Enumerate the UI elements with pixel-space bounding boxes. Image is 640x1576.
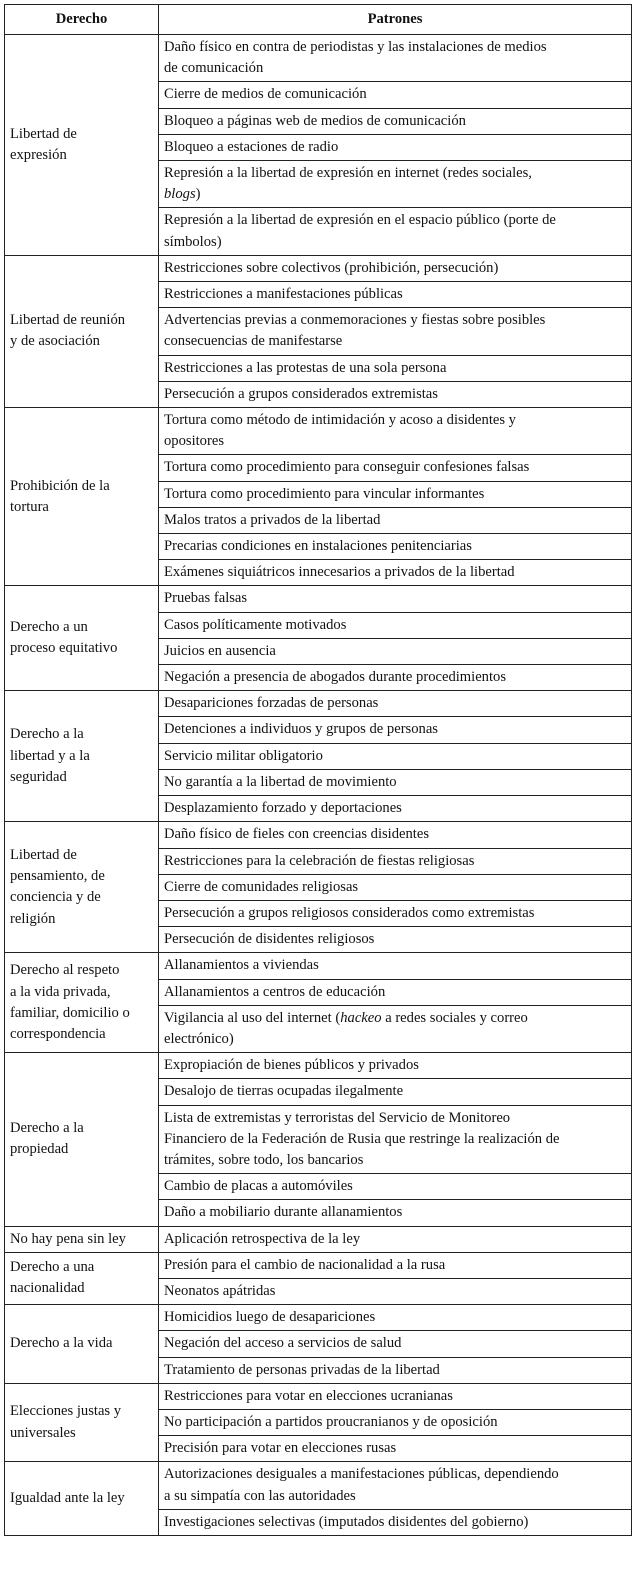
pattern-text: Represión a la libertad de expresión en internet (redes sociales, — [164, 165, 532, 182]
pattern-text: Vigilancia al uso del internet ( — [164, 1009, 341, 1026]
pattern-cell: Desalojo de tierras ocupadas ilegalmente — [159, 1079, 632, 1105]
pattern-cell: Tratamiento de personas privadas de la libertad — [159, 1357, 632, 1383]
pattern-cell: Precisión para votar en elecciones rusas — [159, 1436, 632, 1462]
pattern-cell: Tortura como procedimiento para vincular informantes — [159, 481, 632, 507]
pattern-cell: Investigaciones selectivas (imputados disidentes del gobierno) — [159, 1509, 632, 1535]
pattern-cell: Casos políticamente motivados — [159, 612, 632, 638]
pattern-cell: Negación del acceso a servicios de salud — [159, 1331, 632, 1357]
right-cell: Derecho a la libertad y a la seguridad — [5, 691, 159, 822]
pattern-italic-text: blogs — [164, 186, 196, 203]
pattern-cell: Detenciones a individuos y grupos de personas — [159, 717, 632, 743]
table-row — [5, 1462, 632, 1509]
pattern-cell: Tortura como procedimiento para conseguir confesiones falsas — [159, 455, 632, 481]
pattern-cell: Malos tratos a privados de la libertad — [159, 507, 632, 533]
pattern-cell: Restricciones a las protestas de una sola persona — [159, 355, 632, 381]
pattern-cell: Tortura como método de intimidación y acoso a disidentes y opositores — [159, 408, 632, 455]
right-cell: Derecho a la vida — [5, 1305, 159, 1384]
pattern-cell: Allanamientos a viviendas — [159, 953, 632, 979]
pattern-cell: Exámenes siquiátricos innecesarios a privados de la libertad — [159, 560, 632, 586]
right-cell: Igualdad ante la ley — [5, 1462, 159, 1536]
right-cell: Libertad de expresión — [5, 35, 159, 256]
pattern-cell: Persecución de disidentes religiosos — [159, 927, 632, 953]
pattern-cell: Daño a mobiliario durante allanamientos — [159, 1200, 632, 1226]
right-cell: Elecciones justas y universales — [5, 1383, 159, 1462]
pattern-cell: Restricciones para la celebración de fiestas religiosas — [159, 848, 632, 874]
pattern-cell: Autorizaciones desiguales a manifestaciones públicas, dependiendo a su simpatía con las autoridades — [159, 1462, 632, 1509]
pattern-cell: Restricciones a manifestaciones públicas — [159, 282, 632, 308]
pattern-cell: Restricciones sobre colectivos (prohibición, persecución) — [159, 255, 632, 281]
rights-patterns-table — [4, 4, 632, 1536]
table-row — [5, 408, 632, 455]
pattern-text: a redes sociales y correo electrónico) — [164, 1009, 528, 1047]
right-cell: Derecho a la propiedad — [5, 1053, 159, 1226]
pattern-cell: Allanamientos a centros de educación — [159, 979, 632, 1005]
pattern-cell: Cierre de comunidades religiosas — [159, 874, 632, 900]
table-row — [5, 1252, 632, 1278]
pattern-cell: Bloqueo a páginas web de medios de comunicación — [159, 108, 632, 134]
pattern-cell: Desapariciones forzadas de personas — [159, 691, 632, 717]
pattern-cell: Desplazamiento forzado y deportaciones — [159, 796, 632, 822]
right-cell: Derecho a una nacionalidad — [5, 1252, 159, 1304]
pattern-cell: Daño físico de fieles con creencias disidentes — [159, 822, 632, 848]
table-row — [5, 1226, 632, 1252]
table-row — [5, 255, 632, 281]
pattern-cell: Lista de extremistas y terroristas del Servicio de Monitoreo Financiero de la Federación de Rusia que restringe la realización de trámites, sobre todo, los bancarios — [159, 1105, 632, 1174]
pattern-cell: Servicio militar obligatorio — [159, 743, 632, 769]
pattern-text: ) — [195, 186, 201, 203]
pattern-cell: Negación a presencia de abogados durante procedimientos — [159, 665, 632, 691]
pattern-cell: No participación a partidos proucranianos y de oposición — [159, 1409, 632, 1435]
pattern-cell: Advertencias previas a conmemoraciones y fiestas sobre posibles consecuencias de manifestarse — [159, 308, 632, 355]
pattern-cell: Cierre de medios de comunicación — [159, 82, 632, 108]
pattern-cell: Pruebas falsas — [159, 586, 632, 612]
pattern-cell: Expropiación de bienes públicos y privados — [159, 1053, 632, 1079]
pattern-cell: Aplicación retrospectiva de la ley — [159, 1226, 632, 1252]
pattern-cell: Precarias condiciones en instalaciones penitenciarias — [159, 534, 632, 560]
pattern-italic-text: hackeo — [340, 1009, 382, 1026]
pattern-cell — [159, 161, 632, 208]
pattern-cell: No garantía a la libertad de movimiento — [159, 769, 632, 795]
right-cell: Libertad de pensamiento, de conciencia y de religión — [5, 822, 159, 953]
table-row — [5, 1383, 632, 1409]
pattern-cell: Cambio de placas a automóviles — [159, 1174, 632, 1200]
right-cell: No hay pena sin ley — [5, 1226, 159, 1252]
right-cell: Derecho a un proceso equitativo — [5, 586, 159, 691]
table-row — [5, 1053, 632, 1079]
table-row — [5, 586, 632, 612]
pattern-cell: Persecución a grupos considerados extremistas — [159, 381, 632, 407]
table-header-row — [5, 5, 632, 35]
right-cell: Libertad de reunión y de asociación — [5, 255, 159, 407]
table-row — [5, 1305, 632, 1331]
table-row — [5, 953, 632, 979]
pattern-cell: Persecución a grupos religiosos considerados como extremistas — [159, 900, 632, 926]
table-row — [5, 691, 632, 717]
right-cell: Prohibición de la tortura — [5, 408, 159, 586]
header-derecho: Derecho — [5, 5, 159, 35]
pattern-cell: Presión para el cambio de nacionalidad a la rusa — [159, 1252, 632, 1278]
pattern-cell — [159, 1005, 632, 1052]
table-row — [5, 822, 632, 848]
header-patrones: Patrones — [159, 5, 632, 35]
pattern-cell: Bloqueo a estaciones de radio — [159, 134, 632, 160]
right-cell: Derecho al respeto a la vida privada, familiar, domicilio o correspondencia — [5, 953, 159, 1053]
pattern-cell: Neonatos apátridas — [159, 1278, 632, 1304]
table-row — [5, 35, 632, 82]
table-body — [5, 35, 632, 1536]
pattern-cell: Daño físico en contra de periodistas y las instalaciones de medios de comunicación — [159, 35, 632, 82]
pattern-cell: Restricciones para votar en elecciones ucranianas — [159, 1383, 632, 1409]
pattern-cell: Homicidios luego de desapariciones — [159, 1305, 632, 1331]
pattern-cell: Represión a la libertad de expresión en el espacio público (porte de símbolos) — [159, 208, 632, 255]
pattern-cell: Juicios en ausencia — [159, 638, 632, 664]
